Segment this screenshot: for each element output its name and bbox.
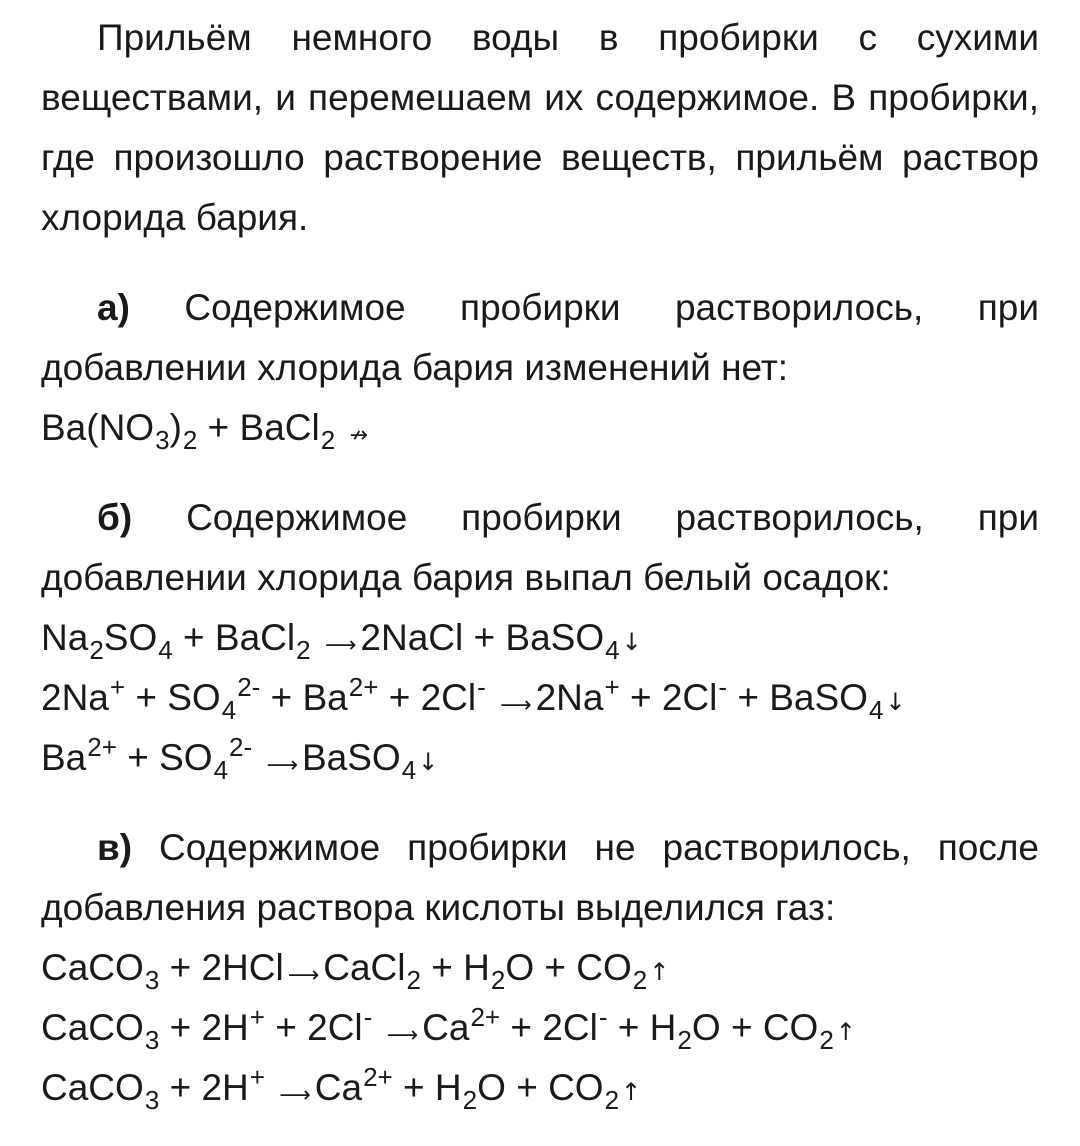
reaction-arrow-icon: ⟶ — [324, 633, 357, 658]
formula-text: (NO — [86, 407, 155, 448]
formula-text: CO — [576, 947, 632, 988]
formula-text: ) — [169, 407, 182, 448]
section-c-description: Содержимое пробирки не растворилось, после добавления раствора кислоты выделился газ: — [41, 827, 1039, 928]
subscript: 3 — [144, 965, 160, 996]
plus-sign: + — [169, 1067, 192, 1108]
section-a-label: а) — [97, 287, 130, 328]
section-a-text — [41, 278, 1039, 398]
equation-b-molecular — [41, 608, 1039, 668]
formula-text: BaSO — [505, 617, 605, 658]
equation-c-molecular — [41, 938, 1039, 998]
superscript: 2+ — [470, 1001, 501, 1032]
plus-sign: + — [737, 677, 759, 718]
subscript: 4 — [605, 635, 620, 666]
subscript: 2 — [406, 965, 421, 996]
subscript: 4 — [868, 695, 884, 726]
plus-sign: + — [403, 1067, 425, 1108]
subscript: 2 — [632, 965, 648, 996]
superscript: - — [598, 1001, 608, 1032]
plus-sign: + — [516, 1067, 538, 1108]
gas-arrow-icon: ↑ — [621, 1078, 642, 1106]
formula-text: H — [434, 1067, 462, 1108]
formula-text: O — [505, 947, 535, 988]
formula-text: SO — [159, 737, 213, 778]
plus-sign: + — [169, 1007, 192, 1048]
formula-text: H — [649, 1007, 677, 1048]
plus-sign: + — [473, 617, 496, 658]
formula-text: BaSO — [301, 737, 401, 778]
subscript: 2 — [677, 1025, 692, 1056]
superscript: 2+ — [363, 1061, 393, 1092]
subscript: 2 — [490, 965, 506, 996]
plus-sign: + — [544, 947, 567, 988]
gas-arrow-icon: ↑ — [835, 1018, 856, 1046]
reaction-arrow-icon: ⟶ — [287, 963, 320, 988]
plus-sign: + — [510, 1007, 533, 1048]
plus-sign: + — [730, 1007, 753, 1048]
plus-sign: + — [629, 677, 652, 718]
reaction-arrow-icon: ⟶ — [386, 1023, 419, 1048]
section-c-text — [41, 818, 1039, 938]
plus-sign: + — [275, 1007, 297, 1048]
subscript: 3 — [155, 425, 170, 456]
plus-sign: + — [207, 407, 230, 448]
formula-text: 2Cl — [542, 1007, 598, 1048]
subscript: 4 — [221, 695, 237, 726]
formula-text: 2Na — [535, 677, 604, 718]
section-a-description: Содержимое пробирки растворилось, при добавлении хлорида бария изменений нет: — [41, 287, 1040, 388]
subscript: 4 — [158, 635, 173, 666]
formula-text: CO — [548, 1067, 604, 1108]
superscript: 2- — [237, 671, 261, 702]
subscript: 2 — [296, 635, 311, 666]
subscript: 3 — [144, 1085, 160, 1116]
formula-text: CaCO — [41, 1067, 144, 1108]
superscript: - — [363, 1001, 373, 1032]
intro-paragraph: Прильём немного воды в пробирки с сухими веществами, и перемешаем их содержимое. В пробирки, где произошло растворение веществ, прильём раствор хлорида бария. — [41, 17, 1039, 238]
reaction-arrow-icon: ⟶ — [279, 1083, 311, 1108]
plus-sign: + — [169, 947, 192, 988]
plus-sign: + — [388, 677, 411, 718]
superscript: - — [477, 671, 486, 702]
spacer — [41, 248, 1039, 278]
superscript: + — [249, 1001, 265, 1032]
formula-text: 2Cl — [661, 677, 718, 718]
subscript: 2 — [604, 1085, 620, 1116]
formula-text: 2Na — [41, 677, 109, 718]
equation-a-molecular — [41, 398, 1039, 458]
subscript: 3 — [144, 1025, 160, 1056]
formula-text: BaCl — [239, 407, 320, 448]
formula-text: 2Cl — [307, 1007, 363, 1048]
section-b-label: б) — [97, 497, 133, 538]
section-b-description: Содержимое пробирки растворилось, при добавлении хлорида бария выпал белый осадок: — [41, 497, 1039, 598]
plus-sign: + — [431, 947, 453, 988]
precipitate-arrow-icon: ↓ — [885, 688, 906, 716]
formula-text: 2Cl — [420, 677, 477, 718]
spacer — [41, 458, 1039, 488]
formula-text: Ba — [41, 407, 87, 448]
equation-b-short-ionic — [41, 728, 1039, 788]
subscript: 2 — [182, 425, 198, 456]
formula-text: BaSO — [769, 677, 868, 718]
plus-sign: + — [135, 677, 157, 718]
precipitate-arrow-icon: ↓ — [621, 628, 642, 656]
formula-text: 2HCl — [201, 947, 284, 988]
subscript: 2 — [819, 1025, 834, 1056]
formula-text: O — [477, 1067, 506, 1108]
formula-text: Ca — [314, 1067, 363, 1108]
plus-sign: + — [270, 677, 293, 718]
section-c-label: в) — [97, 827, 133, 868]
subscript: 4 — [401, 755, 417, 786]
equation-b-full-ionic — [41, 668, 1039, 728]
formula-text: Ba — [41, 737, 87, 778]
superscript: 2+ — [87, 731, 117, 762]
formula-text: SO — [167, 677, 221, 718]
plus-sign: + — [183, 617, 205, 658]
subscript: 2 — [320, 425, 336, 456]
reaction-arrow-icon: ⟶ — [266, 753, 298, 778]
plus-sign: + — [617, 1007, 640, 1048]
formula-text: SO — [103, 617, 158, 658]
superscript: 2- — [229, 731, 253, 762]
formula-text: 2H — [201, 1067, 249, 1108]
superscript: + — [109, 671, 126, 702]
superscript: - — [718, 671, 728, 702]
formula-text: CaCO — [41, 947, 144, 988]
subscript: 4 — [213, 755, 229, 786]
formula-text: CaCl — [323, 947, 406, 988]
spacer — [41, 788, 1039, 818]
equation-c-short-ionic — [41, 1058, 1039, 1118]
superscript: + — [249, 1061, 265, 1092]
no-reaction-arrow-icon: ↛ — [349, 423, 368, 448]
formula-text: Ba — [302, 677, 348, 718]
formula-text: BaCl — [214, 617, 296, 658]
formula-text: 2NaCl — [360, 617, 464, 658]
equation-c-full-ionic — [41, 998, 1039, 1058]
formula-text: Ca — [422, 1007, 470, 1048]
subscript: 2 — [462, 1085, 478, 1116]
superscript: 2+ — [348, 671, 379, 702]
reaction-arrow-icon: ⟶ — [500, 693, 532, 718]
formula-text: H — [463, 947, 490, 988]
formula-text: CO — [762, 1007, 819, 1048]
formula-text: O — [691, 1007, 721, 1048]
formula-text: CaCO — [41, 1007, 144, 1048]
formula-text: 2H — [201, 1007, 249, 1048]
subscript: 2 — [89, 635, 104, 666]
section-b-text — [41, 488, 1039, 608]
superscript: + — [604, 671, 620, 702]
document — [41, 8, 1039, 1118]
precipitate-arrow-icon: ↓ — [418, 748, 439, 776]
gas-arrow-icon: ↑ — [649, 958, 670, 986]
formula-text: Na — [41, 617, 89, 658]
plus-sign: + — [127, 737, 149, 778]
